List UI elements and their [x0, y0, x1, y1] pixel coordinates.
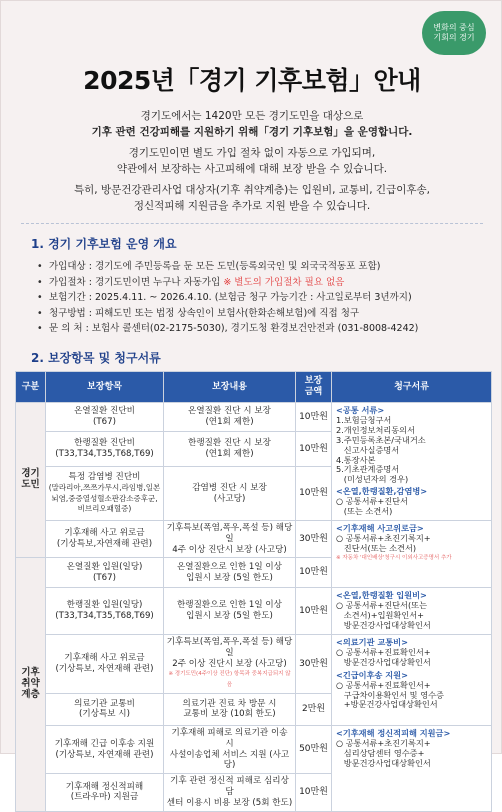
- content-cell: 온열질환 진단 시 보장 (연1회 제한): [164, 403, 296, 432]
- item-cell: 한랭질환 진단비 (T33,T34,T35,T68,T69): [46, 431, 164, 466]
- list-item: • 가입대상 : 경기도에 주민등록을 둔 모든 도민(등록외국인 및 외국국적동포 포함): [37, 259, 487, 275]
- item-cell: 기후재해 사고 위로금 (기상특보, 자연재해 관련): [46, 634, 164, 693]
- page-title: 2025년「경기 기후보험」안내: [83, 66, 421, 95]
- intro-line: 특히, 방문건강관리사업 대상자(기후 취약계층)는 입원비, 교통비, 긴급이후송,: [73, 184, 430, 196]
- content-cell: 기후재해 피해로 의료기관 이송 시 사설이송업체 서비스 지원 (사고당): [164, 725, 296, 773]
- table-row: [16, 634, 492, 693]
- amount-cell: 30만원: [296, 520, 332, 557]
- intro-text: [21, 109, 483, 220]
- header-amount: 보장 금액: [296, 372, 332, 403]
- content-cell: 온열질환으로 인한 1일 이상 입원시 보장 (5일 한도): [164, 558, 296, 588]
- coverage-table: [15, 371, 492, 812]
- logo-line-2: 기회의 경기: [433, 33, 475, 42]
- logo-line-1: 변화의 중심: [433, 23, 475, 32]
- content-cell: 기후 관련 정신적 피해로 심리상담 센터 이용시 비용 보장 (5회 한도): [164, 774, 296, 811]
- list-item: • 보험기간 : 2025.4.11. ~ 2026.4.10. (보험금 청구 가능기간 : 사고일로부터 3년까지): [37, 290, 487, 306]
- section-divider: [21, 223, 483, 224]
- item-cell: 온열질환 입원(일당) (T67): [46, 558, 164, 588]
- amount-cell: 30만원: [296, 634, 332, 693]
- content-cell: 한랭질환으로 인한 1일 이상 입원시 보장 (5일 한도): [164, 588, 296, 635]
- table-row: [16, 588, 492, 635]
- section-1-title: 1. 경기 기후보험 운영 개요: [31, 237, 177, 251]
- item-cell: 기후재해 정신적피해 (트라우마) 지원금: [46, 774, 164, 811]
- table-row: [16, 725, 492, 773]
- no-signup-note: ※ 별도의 가입절차 필요 없음: [223, 276, 345, 288]
- group-residents: 경기 도민: [16, 403, 46, 558]
- item-cell: 기후재해 긴급 이후송 지원 (기상특보, 자연재해 관련): [46, 725, 164, 773]
- header-documents: 청구서류: [332, 372, 492, 403]
- amount-cell: 10만원: [296, 403, 332, 432]
- item-cell: 기후재해 사고 위로금 (기상특보,자연재해 관련): [46, 520, 164, 557]
- table-row: [16, 520, 492, 557]
- content-cell: 기후특보(폭염,폭우,폭설 등) 해당일 2주 이상 진단시 보장 (사고당) ※ 경기도민(4주이상 진단) 항목과 중복지급되지 않음: [164, 634, 296, 693]
- header-item: 보장항목: [46, 372, 164, 403]
- docs-cell-accident: <기후재해 사고위로금> ○ 공통서류+초진기록지+ 진단서(또는 소견서) ※ 자동차 '대인배상'청구시 이외사고증명서 추가: [332, 520, 492, 587]
- gyeonggi-logo: [422, 11, 486, 55]
- amount-cell: 10만원: [296, 774, 332, 811]
- intro-line: 기후 관련 건강피해를 지원하기 위해「경기 기후보험」을 운영합니다.: [91, 125, 413, 138]
- content-cell: 기후특보(폭염,폭우,폭설 등) 해당일 4주 이상 진단시 보장 (사고당): [164, 520, 296, 557]
- docs-cell-inpatient: <온열,한랭질환 입원비> ○ 공통서류+진단서(또는 소견서)+입원확인서+ 방문건강사업대상확인서: [332, 588, 492, 635]
- amount-cell: 10만원: [296, 558, 332, 588]
- list-item: • 문 의 처 : 보험사 콜센터(02-2175-5030), 경기도청 환경보건안전과 (031-8008-4242): [37, 321, 487, 337]
- amount-cell: 50만원: [296, 725, 332, 773]
- amount-cell: 10만원: [296, 467, 332, 521]
- list-item: • 청구방법 : 피해도민 또는 법정 상속인이 보험사(한화손해보험)에 직접 청구: [37, 306, 487, 322]
- content-cell: 의료기관 진료 차 방문 시 교통비 보장 (10회 한도): [164, 693, 296, 725]
- intro-line: 정신적피해 지원금을 추가로 지원 받을 수 있습니다.: [133, 199, 371, 212]
- item-cell: 의료기관 교통비 (기상특보 시): [46, 693, 164, 725]
- item-cell: 특정 감염병 진단비 (말라리아,쯔쯔가무시,라임병,일본뇌염,중증열성혈소판감소증후군,비브리오패혈증): [46, 467, 164, 521]
- content-cell: 한랭질환 진단 시 보장 (연1회 제한): [164, 431, 296, 466]
- intro-line: 약관에서 보장하는 사고피해에 대해 보장 받을 수 있습니다.: [116, 162, 388, 175]
- docs-cell-transport: <의료기관 교통비> ○ 공통서류+진료확인서+ 방문건강사업대상확인서 <긴급이후송 지원> ○ 공통서류+진료확인서+ 구급차이용확인서 및 영수증 +방문건강사업대상확인서: [332, 634, 492, 725]
- intro-line: 경기도에서는 1420만 모든 경기도민을 대상으로: [140, 110, 364, 122]
- header-category: 구분: [16, 372, 46, 403]
- overview-list: [37, 259, 487, 337]
- item-cell: 한랭질환 입원(일당) (T33,T34,T35,T68,T69): [46, 588, 164, 635]
- amount-cell: 2만원: [296, 693, 332, 725]
- section-2-title: 2. 보장항목 및 청구서류: [31, 351, 161, 365]
- table-header-row: [16, 372, 492, 403]
- content-cell: 감염병 진단 시 보장 (사고당): [164, 467, 296, 521]
- amount-cell: 10만원: [296, 431, 332, 466]
- list-item: • 가입절차 : 경기도민이면 누구나 자동가입 ※ 별도의 가입절차 필요 없음: [37, 275, 487, 291]
- docs-cell-common: <공통 서류> 1.보험금청구서 2.개인정보처리동의서 3.주민등록초본/국내거소 신고사실증명서 4.통장사본 5.기초관계증명서 (미성년자의 경우) <온열,한랭질환,감염병> ○ 공통서류+진단서 (또는 소견서): [332, 403, 492, 521]
- group-vulnerable: 기후 취약 계층: [16, 558, 46, 811]
- table-row: [16, 403, 492, 432]
- header-content: 보장내용: [164, 372, 296, 403]
- docs-cell-trauma: <기후재해 정신적피해 지원금> ○ 공통서류+초진기록지+ 심리상담센터 영수증+ 방문건강사업대상확인서: [332, 725, 492, 811]
- intro-line: 경기도민이면 별도 가입 절차 없이 자동으로 가입되며,: [128, 147, 376, 159]
- item-cell: 온열질환 진단비 (T67): [46, 403, 164, 432]
- amount-cell: 10만원: [296, 588, 332, 635]
